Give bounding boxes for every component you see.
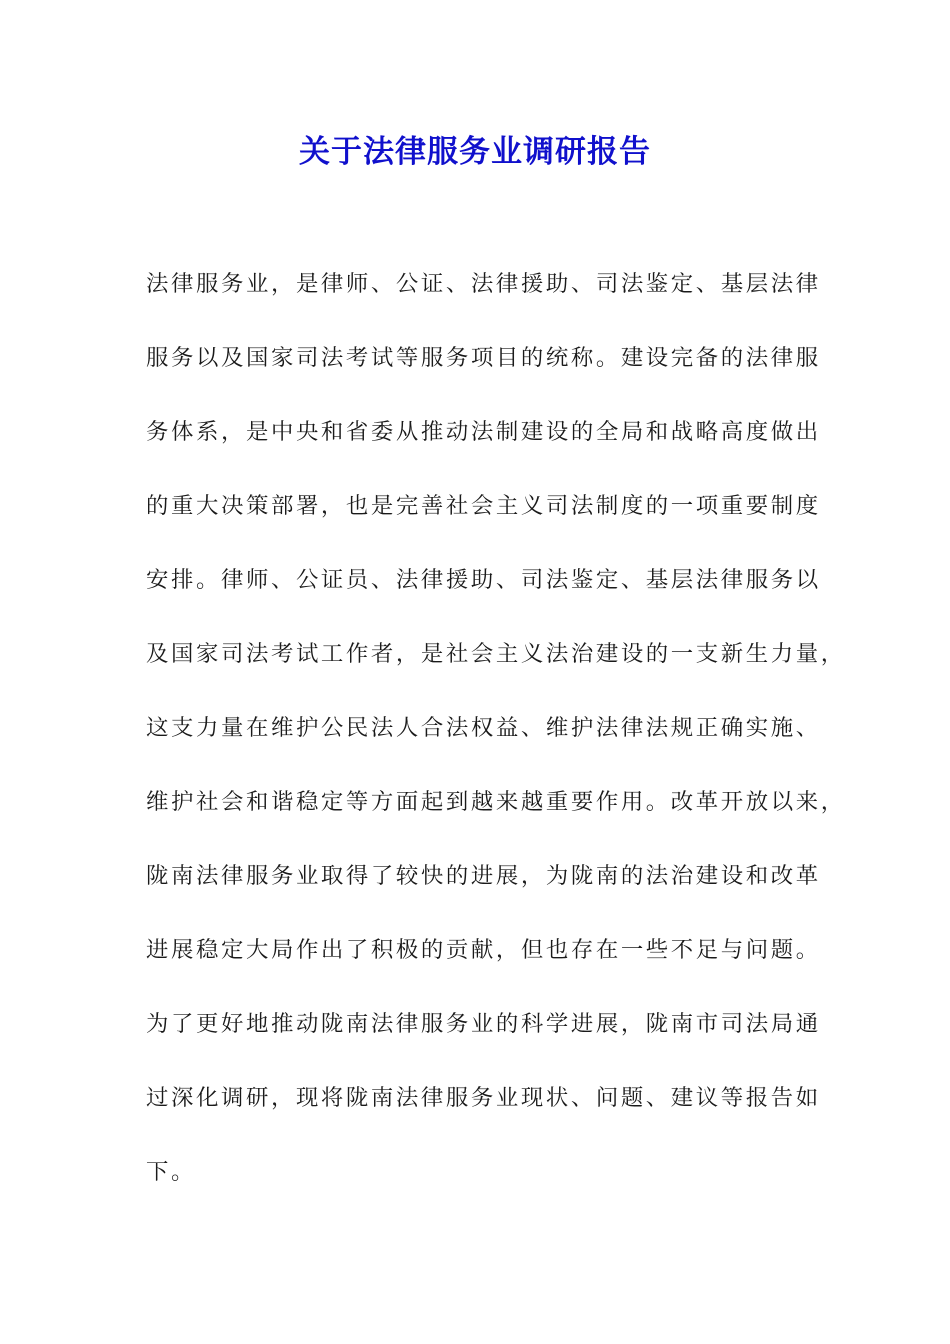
paragraph-line: 进展稳定大局作出了积极的贡献，但也存在一些不足与问题。 [146, 937, 821, 963]
paragraph-line: 安排。律师、公证员、法律援助、司法鉴定、基层法律服务以 [146, 567, 821, 593]
paragraph-line: 为了更好地推动陇南法律服务业的科学进展，陇南市司法局通 [146, 1011, 821, 1037]
paragraph-line: 服务以及国家司法考试等服务项目的统称。建设完备的法律服 [146, 345, 821, 371]
intro-paragraph [146, 262, 846, 1224]
paragraph-line: 务体系，是中央和省委从推动法制建设的全局和战略高度做出 [146, 419, 821, 445]
paragraph-line: 陇南法律服务业取得了较快的进展，为陇南的法治建设和改革 [146, 863, 821, 889]
paragraph-line: 维护社会和谐稳定等方面起到越来越重要作用。改革开放以来， [146, 789, 846, 815]
paragraph-line: 的重大决策部署，也是完善社会主义司法制度的一项重要制度 [146, 493, 821, 519]
paragraph-line: 及国家司法考试工作者，是社会主义法治建设的一支新生力量， [146, 641, 846, 667]
paragraph-line: 法律服务业，是律师、公证、法律援助、司法鉴定、基层法律 [146, 271, 821, 297]
paragraph-line: 这支力量在维护公民法人合法权益、维护法律法规正确实施、 [146, 715, 821, 741]
paragraph-line: 过深化调研，现将陇南法律服务业现状、问题、建议等报告如 [146, 1085, 821, 1111]
document-title: 关于法律服务业调研报告 [299, 134, 651, 170]
paragraph-line: 下。 [146, 1159, 196, 1185]
